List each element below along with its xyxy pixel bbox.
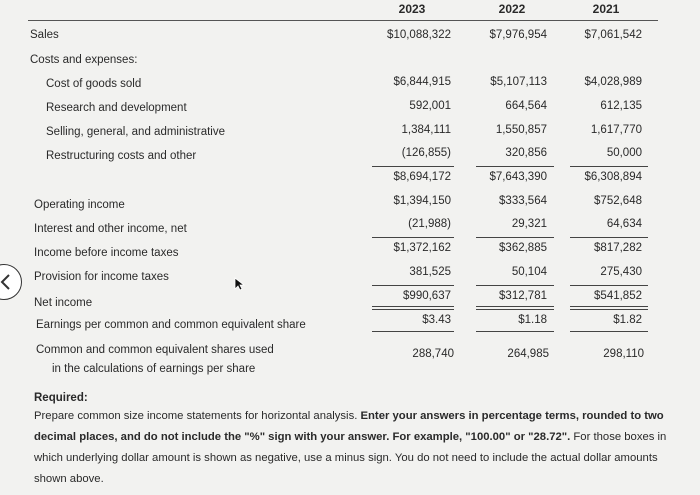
rule-net-income-2022	[476, 285, 554, 286]
value-2022-eps: $1.18	[518, 314, 547, 326]
value-2023-net-income: $990,637	[403, 290, 451, 302]
value-2023-total-costs: $8,694,172	[393, 171, 451, 183]
year-header-2022: 2022	[498, 2, 526, 16]
value-2023-sga: 1,384,111	[401, 124, 451, 136]
double-rule-net-income-2022-a	[476, 306, 554, 307]
chevron-left-icon	[0, 265, 21, 299]
rule-income-before-taxes-2023	[372, 237, 454, 238]
value-2023-shares: 288,740	[412, 348, 454, 360]
rule-income-before-taxes-2021	[570, 237, 648, 238]
value-2021-sga: 1,617,770	[590, 124, 642, 136]
value-2021-eps: $1.82	[613, 314, 642, 326]
rule-net-income-2021	[570, 285, 648, 286]
rule-eps-2023	[372, 331, 454, 332]
value-2021-income-before-taxes: $817,282	[594, 242, 642, 254]
row-label-sales: Sales	[30, 29, 59, 41]
value-2023-eps: $3.43	[422, 314, 451, 326]
value-2021-cogs: $4,028,989	[584, 76, 642, 88]
required-bold-instructions: Enter your answers in percentage terms, rounded to two decimal places, and do not include the "%" sign with your answer. For example, "100.00" or "28.72".	[34, 410, 664, 443]
value-2022-sga: 1,550,857	[495, 124, 547, 136]
rule-total-costs-2021	[570, 166, 648, 167]
double-rule-net-income-2022-b	[476, 309, 554, 310]
value-2021-provision: 275,430	[600, 266, 642, 278]
rule-eps-2022	[476, 331, 554, 332]
required-instructions	[34, 406, 684, 490]
value-2021-restructuring: 50,000	[606, 147, 642, 159]
rule-total-costs-2022	[476, 166, 554, 167]
value-2023-restructuring: (126,855)	[401, 147, 451, 159]
value-2022-operating-income: $333,564	[499, 195, 547, 207]
mouse-pointer-icon	[234, 277, 246, 291]
value-2022-restructuring: 320,856	[505, 147, 547, 159]
value-2021-sales: $7,061,542	[584, 29, 642, 41]
double-rule-net-income-2021-a	[570, 306, 648, 307]
value-2021-shares: 298,110	[603, 348, 644, 360]
rule-eps-2021	[570, 331, 648, 332]
value-2023-interest: (21,988)	[408, 218, 451, 230]
value-2022-sales: $7,976,954	[489, 29, 547, 41]
value-2022-shares: 264,985	[507, 348, 549, 360]
row-label-cost-of-goods-sold: Cost of goods sold	[46, 78, 142, 90]
row-label-provision-for-taxes: Provision for income taxes	[34, 271, 169, 283]
value-2023-cogs: $6,844,915	[393, 76, 451, 88]
row-label-selling-general-admin: Selling, general, and administrative	[46, 126, 225, 138]
value-2021-operating-income: $752,648	[594, 195, 642, 207]
value-2022-rnd: 664,564	[505, 100, 547, 112]
row-label-costs-and-expenses: Costs and expenses:	[30, 54, 138, 66]
previous-button[interactable]	[0, 264, 22, 300]
value-2022-cogs: $5,107,113	[490, 76, 547, 88]
value-2022-interest: 29,321	[511, 218, 547, 230]
row-label-restructuring: Restructuring costs and other	[46, 150, 197, 162]
required-rest: For those boxes in which underlying dollar amount is shown as negative, use a minus sign. You do not need to include the actual dollar amounts shown above.	[34, 431, 667, 485]
value-2021-total-costs: $6,308,894	[584, 171, 642, 183]
required-heading: Required:	[34, 392, 88, 404]
row-label-interest-and-other-income: Interest and other income, net	[34, 223, 187, 235]
year-header-2023: 2023	[398, 2, 426, 16]
row-label-eps: Earnings per common and common equivalent share	[36, 319, 306, 331]
year-header-2021: 2021	[592, 2, 620, 16]
value-2022-net-income: $312,781	[499, 290, 547, 302]
value-2023-rnd: 592,001	[409, 100, 451, 112]
value-2023-provision: 381,525	[409, 266, 451, 278]
value-2022-provision: 50,104	[511, 266, 547, 278]
value-2021-interest: 64,634	[606, 218, 642, 230]
rule-income-before-taxes-2022	[476, 237, 554, 238]
row-label-research-and-development: Research and development	[46, 102, 187, 114]
row-label-operating-income: Operating income	[34, 199, 125, 211]
value-2023-sales: $10,088,322	[387, 29, 451, 41]
value-2022-income-before-taxes: $362,885	[499, 242, 547, 254]
double-rule-net-income-2021-b	[570, 309, 648, 310]
double-rule-net-income-2023-b	[372, 309, 454, 310]
row-label-net-income: Net income	[34, 297, 93, 309]
row-label-shares-used: Common and common equivalent shares used	[36, 344, 274, 356]
value-2023-income-before-taxes: $1,372,162	[393, 242, 451, 254]
rule-total-costs-2023	[372, 166, 454, 167]
double-rule-net-income-2023-a	[372, 306, 454, 307]
required-intro: Prepare common size income statements for horizontal analysis.	[34, 410, 361, 422]
value-2021-rnd: 612,135	[600, 100, 642, 112]
row-label-income-before-taxes: Income before income taxes	[34, 247, 179, 259]
row-label-shares-used-line2: in the calculations of earnings per share	[52, 363, 256, 375]
value-2022-total-costs: $7,643,390	[489, 171, 547, 183]
value-2023-operating-income: $1,394,150	[393, 195, 451, 207]
header-rule	[28, 20, 658, 21]
rule-net-income-2023	[372, 285, 454, 286]
value-2021-net-income: $541,852	[594, 290, 642, 302]
